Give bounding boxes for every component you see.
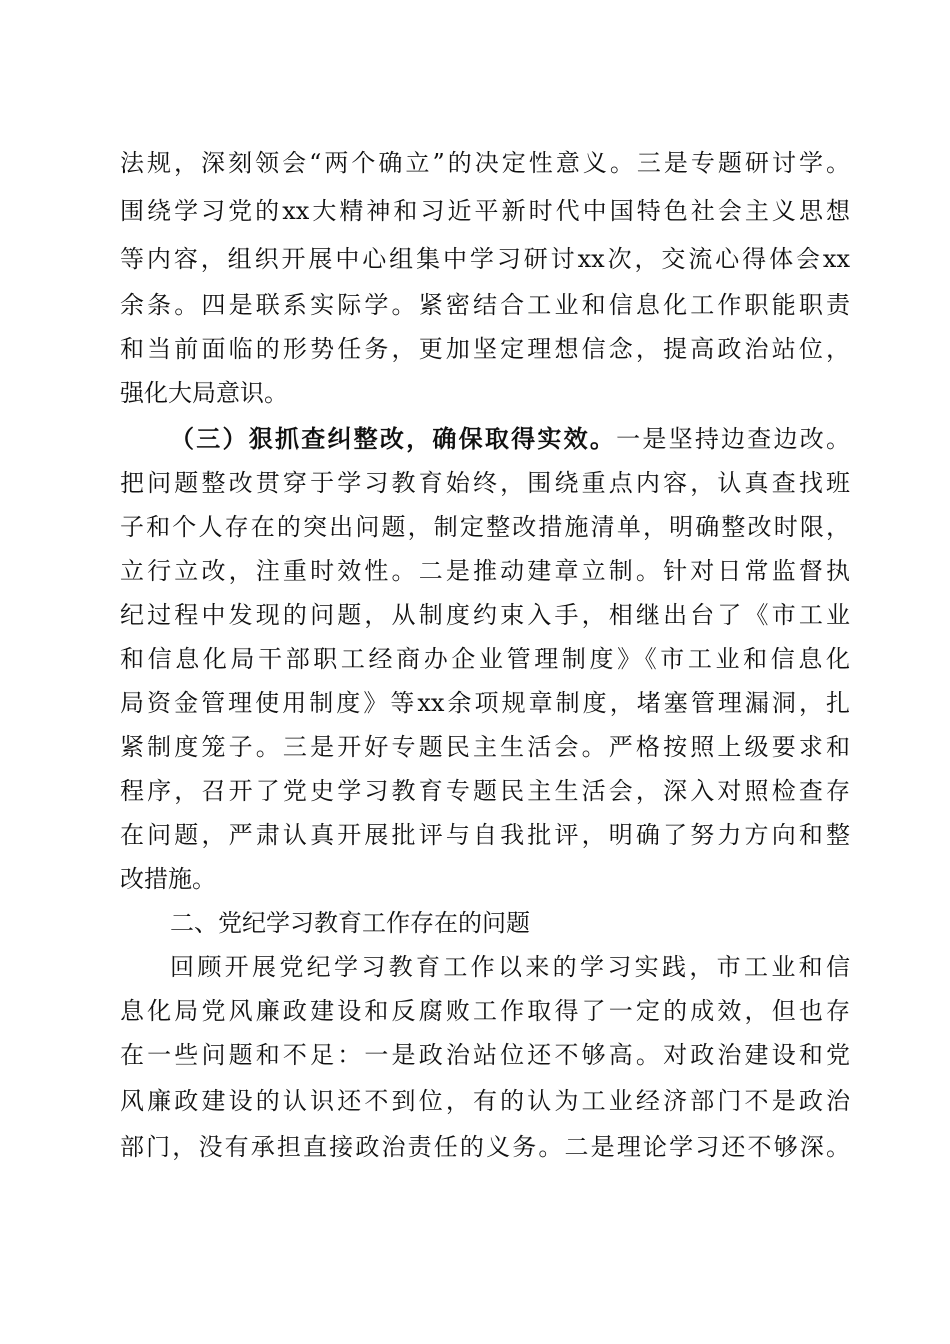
body-line: 局资金管理使用制度》等xx余项规章制度，堵塞管理漏洞，扎 [120, 689, 850, 717]
section-3-first-line [170, 417, 850, 461]
body-line: 立行立改，注重时效性。二是推动建章立制。针对日常监督执 [120, 557, 850, 585]
body-line: 改措施。 [120, 865, 216, 893]
section-3-heading: （三）狠抓查纠整改，确保取得实效。 [170, 424, 617, 453]
body-line: 部门，没有承担直接政治责任的义务。二是理论学习还不够深。 [120, 1133, 850, 1161]
section-heading: 二、党纪学习教育工作存在的问题 [170, 909, 530, 937]
body-line: 纪过程中发现的问题，从制度约束入手，相继出台了《市工业 [120, 601, 850, 629]
body-line: 子和个人存在的突出问题，制定整改措施清单，明确整改时限， [120, 513, 850, 541]
body-line: 紧制度笼子。三是开好专题民主生活会。严格按照上级要求和 [120, 733, 850, 761]
body-line: 围绕学习党的xx大精神和习近平新时代中国特色社会主义思想 [120, 197, 850, 225]
body-line: 在一些问题和不足：一是政治站位还不够高。对政治建设和党 [120, 1041, 850, 1069]
body-line: 在问题，严肃认真开展批评与自我批评，明确了努力方向和整 [120, 821, 850, 849]
body-line: 法规，深刻领会“两个确立”的决定性意义。三是专题研讨学。 [120, 149, 850, 177]
body-line: 风廉政建设的认识还不到位，有的认为工业经济部门不是政治 [120, 1087, 850, 1115]
body-line: 强化大局意识。 [120, 379, 288, 407]
body-line: 把问题整改贯穿于学习教育始终，围绕重点内容，认真查找班 [120, 469, 850, 497]
body-line: 和当前面临的形势任务，更加坚定理想信念，提高政治站位， [120, 335, 850, 363]
body-line: 回顾开展党纪学习教育工作以来的学习实践，市工业和信 [170, 953, 850, 981]
body-line: 等内容，组织开展中心组集中学习研讨xx次，交流心得体会xx [120, 245, 850, 273]
body-line: 和信息化局干部职工经商办企业管理制度》《市工业和信息化 [120, 645, 850, 673]
body-line: 息化局党风廉政建设和反腐败工作取得了一定的成效，但也存 [120, 997, 850, 1025]
body-line: 余条。四是联系实际学。紧密结合工业和信息化工作职能职责 [120, 291, 850, 319]
section-3-first-line-rest: 一是坚持边查边改。 [616, 425, 850, 453]
body-line: 程序，召开了党史学习教育专题民主生活会，深入对照检查存 [120, 777, 850, 805]
